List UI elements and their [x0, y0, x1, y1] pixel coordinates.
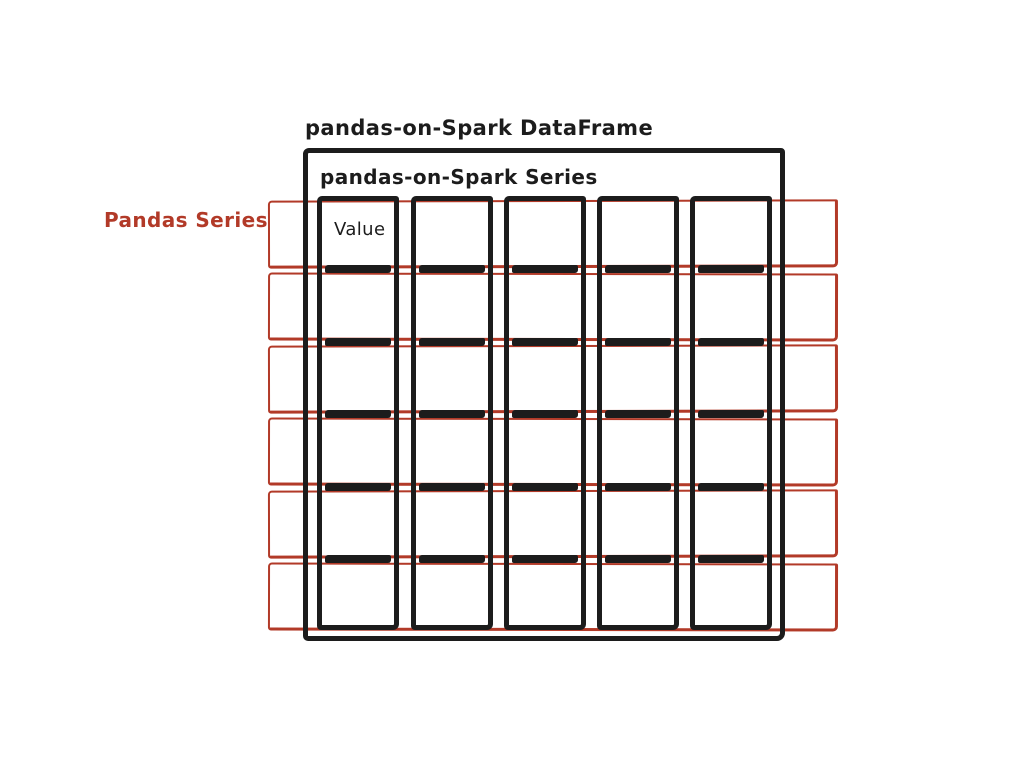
cell-value-dash — [698, 483, 764, 491]
cell-value-dash — [512, 265, 578, 273]
spark-series-column — [690, 196, 772, 630]
cell-value-dash — [698, 555, 764, 563]
cell-value-dash — [605, 338, 671, 346]
cell-value-dash — [605, 555, 671, 563]
cell-value-dash — [698, 265, 764, 273]
cell-value-dash — [325, 483, 391, 491]
cell-value-dash — [419, 555, 485, 563]
cell-value-dash — [512, 410, 578, 418]
cell-value-dash — [419, 483, 485, 491]
spark-series-column — [411, 196, 493, 630]
cell-value-dash — [605, 483, 671, 491]
spark-series-column — [597, 196, 679, 630]
cell-value-dash — [419, 265, 485, 273]
cell-value-label: Value — [334, 219, 386, 240]
cell-value-dash — [419, 410, 485, 418]
dataframe-title: pandas-on-Spark DataFrame — [305, 116, 654, 140]
cell-value-dash — [512, 483, 578, 491]
spark-series-label: pandas-on-Spark Series — [320, 165, 598, 189]
cell-value-dash — [605, 265, 671, 273]
cell-value-dash — [698, 410, 764, 418]
cell-value-dash — [698, 338, 764, 346]
cell-value-dash — [325, 338, 391, 346]
spark-series-column — [504, 196, 586, 630]
cell-value-dash — [605, 410, 671, 418]
cell-value-dash — [512, 338, 578, 346]
spark-series-column — [317, 196, 399, 630]
cell-value-dash — [419, 338, 485, 346]
cell-value-dash — [325, 265, 391, 273]
cell-value-dash — [512, 555, 578, 563]
cell-value-dash — [325, 410, 391, 418]
pandas-series-label: Pandas Series — [104, 208, 268, 232]
cell-value-dash — [325, 555, 391, 563]
